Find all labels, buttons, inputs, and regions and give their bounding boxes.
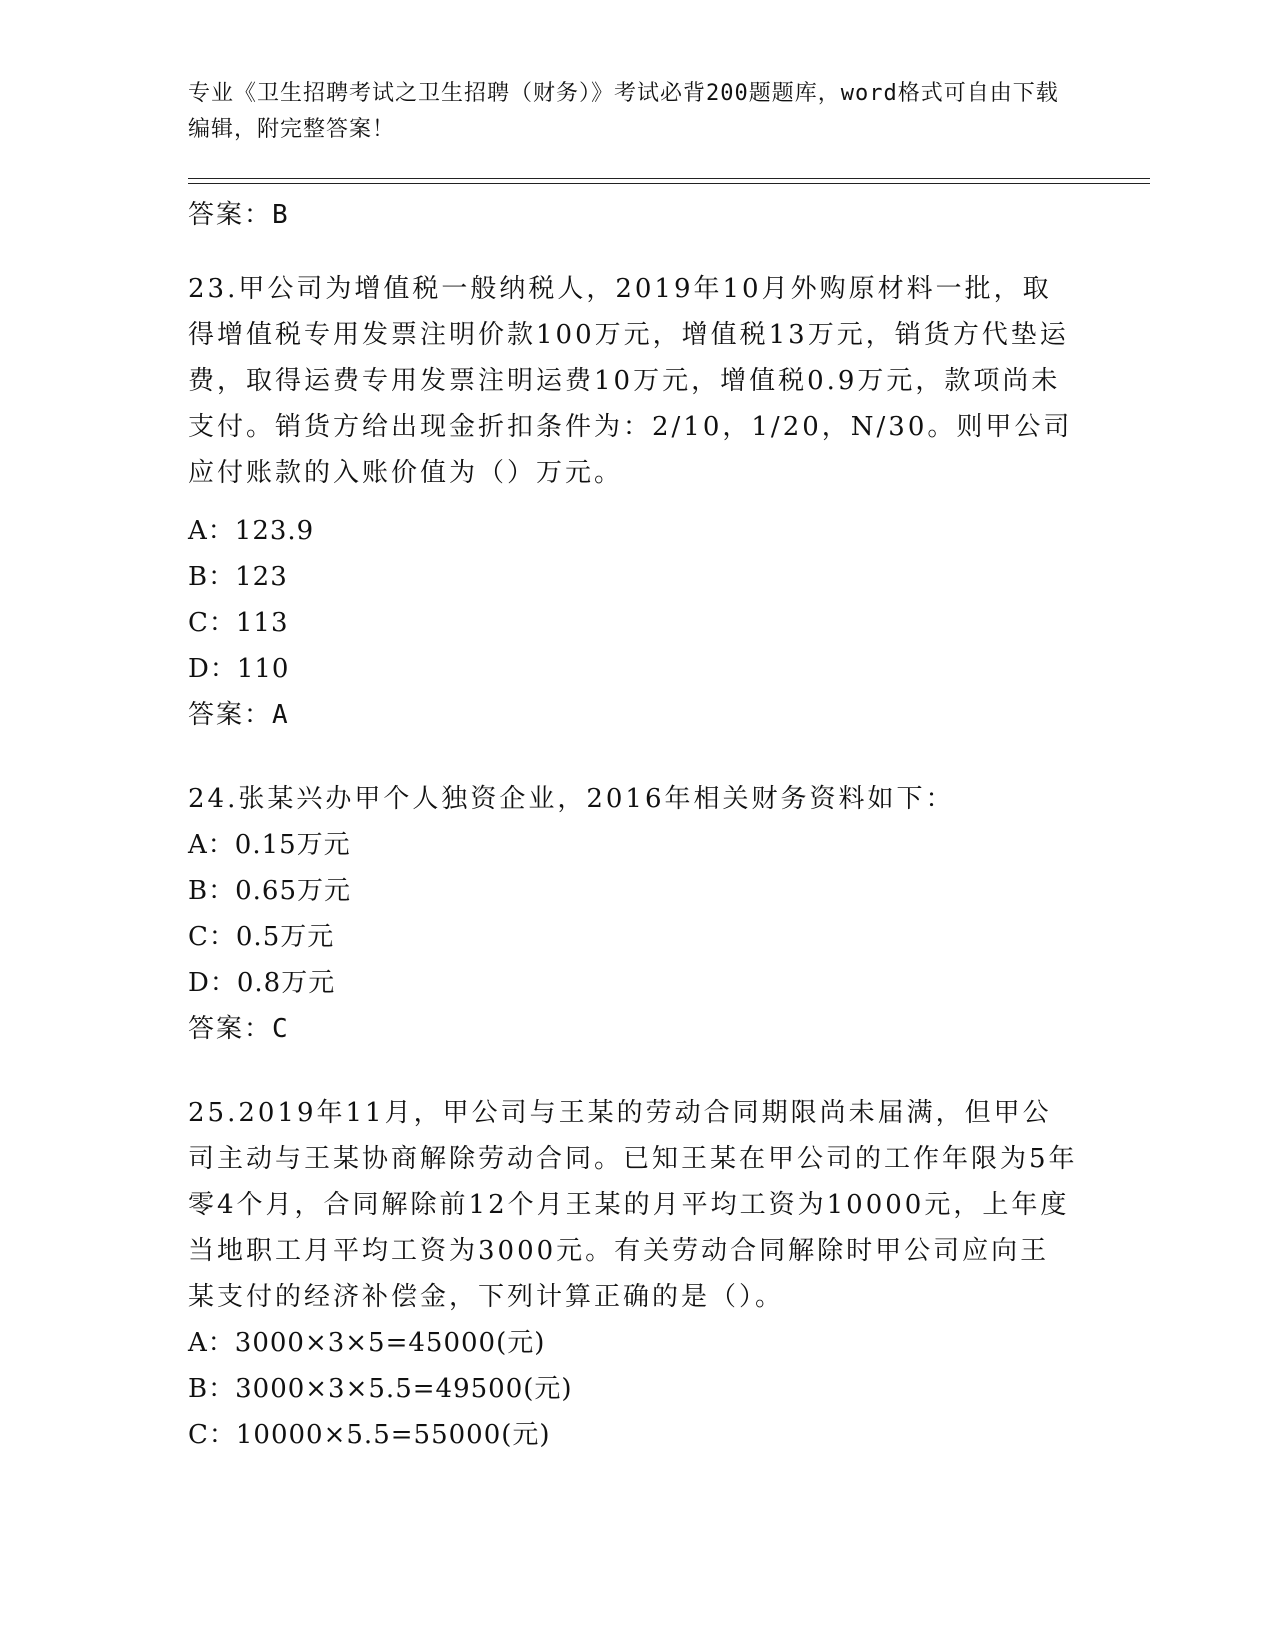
option-b: B：3000×3×5.5=49500(元) xyxy=(188,1374,573,1404)
question-23 xyxy=(188,266,1078,738)
option-c: C：113 xyxy=(188,608,289,638)
option-c: C：0.5万元 xyxy=(188,922,335,952)
question-24 xyxy=(188,776,1078,1052)
document-body xyxy=(188,192,1078,1458)
option-c: C：10000×5.5=55000(元) xyxy=(188,1420,551,1450)
header-rule-bottom xyxy=(188,183,1150,184)
answer-line: 答案：C xyxy=(188,1014,290,1044)
option-d: D：0.8万元 xyxy=(188,968,336,998)
question-25 xyxy=(188,1090,1078,1458)
option-b: B：123 xyxy=(188,562,288,592)
answer-line: 答案：B xyxy=(188,200,290,230)
option-b: B：0.65万元 xyxy=(188,876,351,906)
option-a: A：0.15万元 xyxy=(188,830,351,860)
question-stem: 24.张某兴办甲个人独资企业，2016年相关财务资料如下： xyxy=(188,784,955,814)
header-rule-top xyxy=(188,178,1150,179)
option-a: A：123.9 xyxy=(188,516,315,546)
option-d: D：110 xyxy=(188,654,290,684)
document-header: 专业《卫生招聘考试之卫生招聘（财务）》考试必背200题题库，word格式可自由下载编辑，附完整答案！ xyxy=(188,81,1059,142)
question-stem: 25.2019年11月，甲公司与王某的劳动合同期限尚未届满，但甲公司主动与王某协商解除劳动合同。已知王某在甲公司的工作年限为5年零4个月，合同解除前12个月王某的月平均工资为10000元，上年度当地职工月平均工资为3000元。有关劳动合同解除时甲公司应向王某支付的经济补偿金，下列计算正确的是（）。 xyxy=(188,1098,1078,1312)
question-stem: 23.甲公司为增值税一般纳税人，2019年10月外购原材料一批，取得增值税专用发票注明价款100万元，增值税13万元，销货方代垫运费，取得运费专用发票注明运费10万元，增值税0.9万元，款项尚未支付。销货方给出现金折扣条件为：2/10，1/20，N/30。则甲公司应付账款的入账价值为（）万元。 xyxy=(188,274,1073,488)
answer-line: 答案：A xyxy=(188,700,290,730)
option-a: A：3000×3×5=45000(元) xyxy=(188,1328,546,1358)
